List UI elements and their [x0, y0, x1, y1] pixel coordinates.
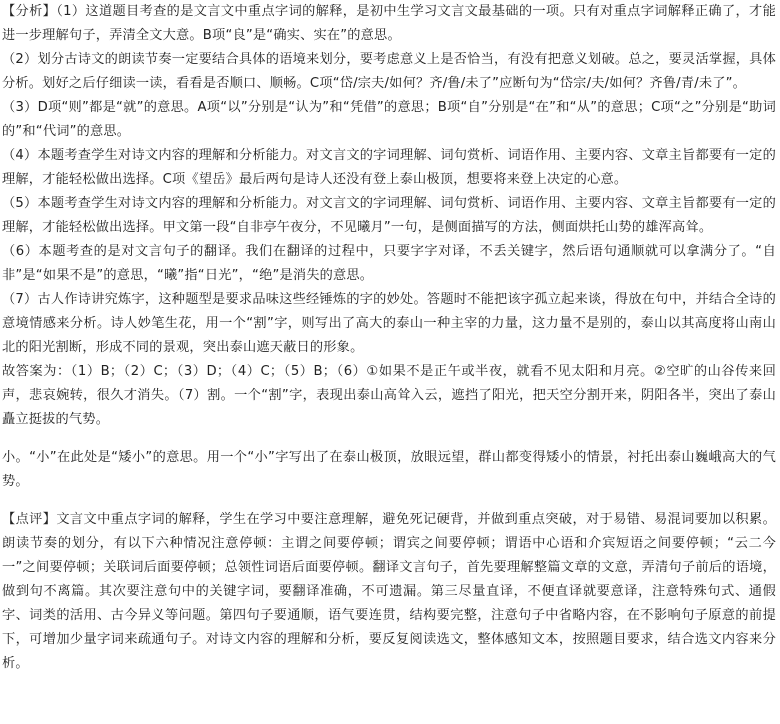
analysis-paragraph-4: （4）本题考查学生对诗文内容的理解和分析能力。对文言文的字词理解、词句赏析、词语作用、主要内容、文章主旨都要有一定的理解，才能轻松做出选择。C项《望岳》最后两句是诗人还没有登上泰山极顶，想要将来登上决定的心意。 — [2, 148, 776, 187]
analysis-section — [2, 0, 776, 432]
comment-section — [2, 508, 776, 676]
spacer — [2, 494, 776, 508]
comment-paragraph: 【点评】文言文中重点字词的解释，学生在学习中要注意理解，避免死记硬背，并做到重点突破，对于易错、易混词要加以积累。朗读节奏的划分，有以下六种情况注意停顿：主谓之间要停顿；谓宾之间要停顿；谓语中心语和介宾短语之间要停顿；“云二今一”之间要停顿；关联词后面要停顿；总领性词语后面要停顿。翻译文言句子，首先要理解整篇文章的文意，弄清句子前后的语境，做到句不离篇。其次要注意句中的关键字词，要翻译准确，不可遗漏。第三尽量直译，不便直译就要意译，注意特殊句式、通假字、词类的活用、古今异义等问题。第四句子要通顺，语气要连贯，结构要完整，注意句子中省略内容，在不影响句子原意的前提下，可增加少量字词来疏通句子。对诗文内容的理解和分析，要反复阅读选文，整体感知文本，按照题目要求，结合选文内容来分析。 — [2, 512, 776, 671]
answer-paragraph: 故答案为：（1）B；（2）C；（3）D；（4）C；（5）B；（6）①如果不是正午或半夜，就看不见太阳和月亮。②空旷的山谷传来回声，悲哀婉转，很久才消失。（7）割。一个“割”字，表现出泰山高耸入云，遮挡了阳光，把天空分割开来，阴阳各半，突出了泰山矗立挺拔的气势。 — [2, 364, 776, 427]
alternative-answer-section — [2, 446, 776, 494]
analysis-paragraph-2: （2）划分古诗文的朗读节奏一定要结合具体的语境来划分，要考虑意义上是否恰当，有没有把意义划破。总之，要灵活掌握，具体分析。划好之后仔细读一读，看看是否顺口、顺畅。C项“岱/宗夫/如何？齐/鲁/未了”应断句为“岱宗/夫/如何？齐鲁/青/未了”。 — [2, 52, 776, 91]
analysis-paragraph-3: （3）D项“则”都是“就”的意思。A项“以”分别是“认为”和“凭借”的意思；B项“自”分别是“在”和“从”的意思；C项“之”分别是“助词的”和“代词”的意思。 — [2, 100, 776, 139]
analysis-paragraph-5: （5）本题考查学生对诗文内容的理解和分析能力。对文言文的字词理解、词句赏析、词语作用、主要内容、文章主旨都要有一定的理解，才能轻松做出选择。甲文第一段“自非亭午夜分，不见曦月”一句，是侧面描写的方法，侧面烘托山势的雄浑高耸。 — [2, 196, 776, 235]
analysis-paragraph-6: （6）本题考查的是对文言句子的翻译。我们在翻译的过程中，只要字字对译，不丢关键字，然后语句通顺就可以拿满分了。“自非”是“如果不是”的意思，“曦”指“日光”，“绝”是消失的意思。 — [2, 244, 776, 283]
spacer — [2, 432, 776, 446]
alternative-answer-paragraph: 小。“小”在此处是“矮小”的意思。用一个“小”字写出了在泰山极顶，放眼远望，群山都变得矮小的情景，衬托出泰山巍峨高大的气势。 — [2, 450, 776, 489]
analysis-paragraph-1: 【分析】（1）这道题目考查的是文言文中重点字词的解释，是初中生学习文言文最基础的一项。只有对重点字词解释正确了，才能进一步理解句子，弄清全文大意。B项“良”是“确实、实在”的意思。 — [2, 4, 776, 43]
analysis-paragraph-7: （7）古人作诗讲究炼字，这种题型是要求品味这些经锤炼的字的妙处。答题时不能把该字孤立起来谈，得放在句中，并结合全诗的意境情感来分析。诗人妙笔生花，用一个“割”字，则写出了高大的泰山一种主宰的力量，这力量不是别的，泰山以其高度将山南山北的阳光割断，形成不同的景观，突出泰山遮天蔽日的形象。 — [2, 292, 776, 355]
